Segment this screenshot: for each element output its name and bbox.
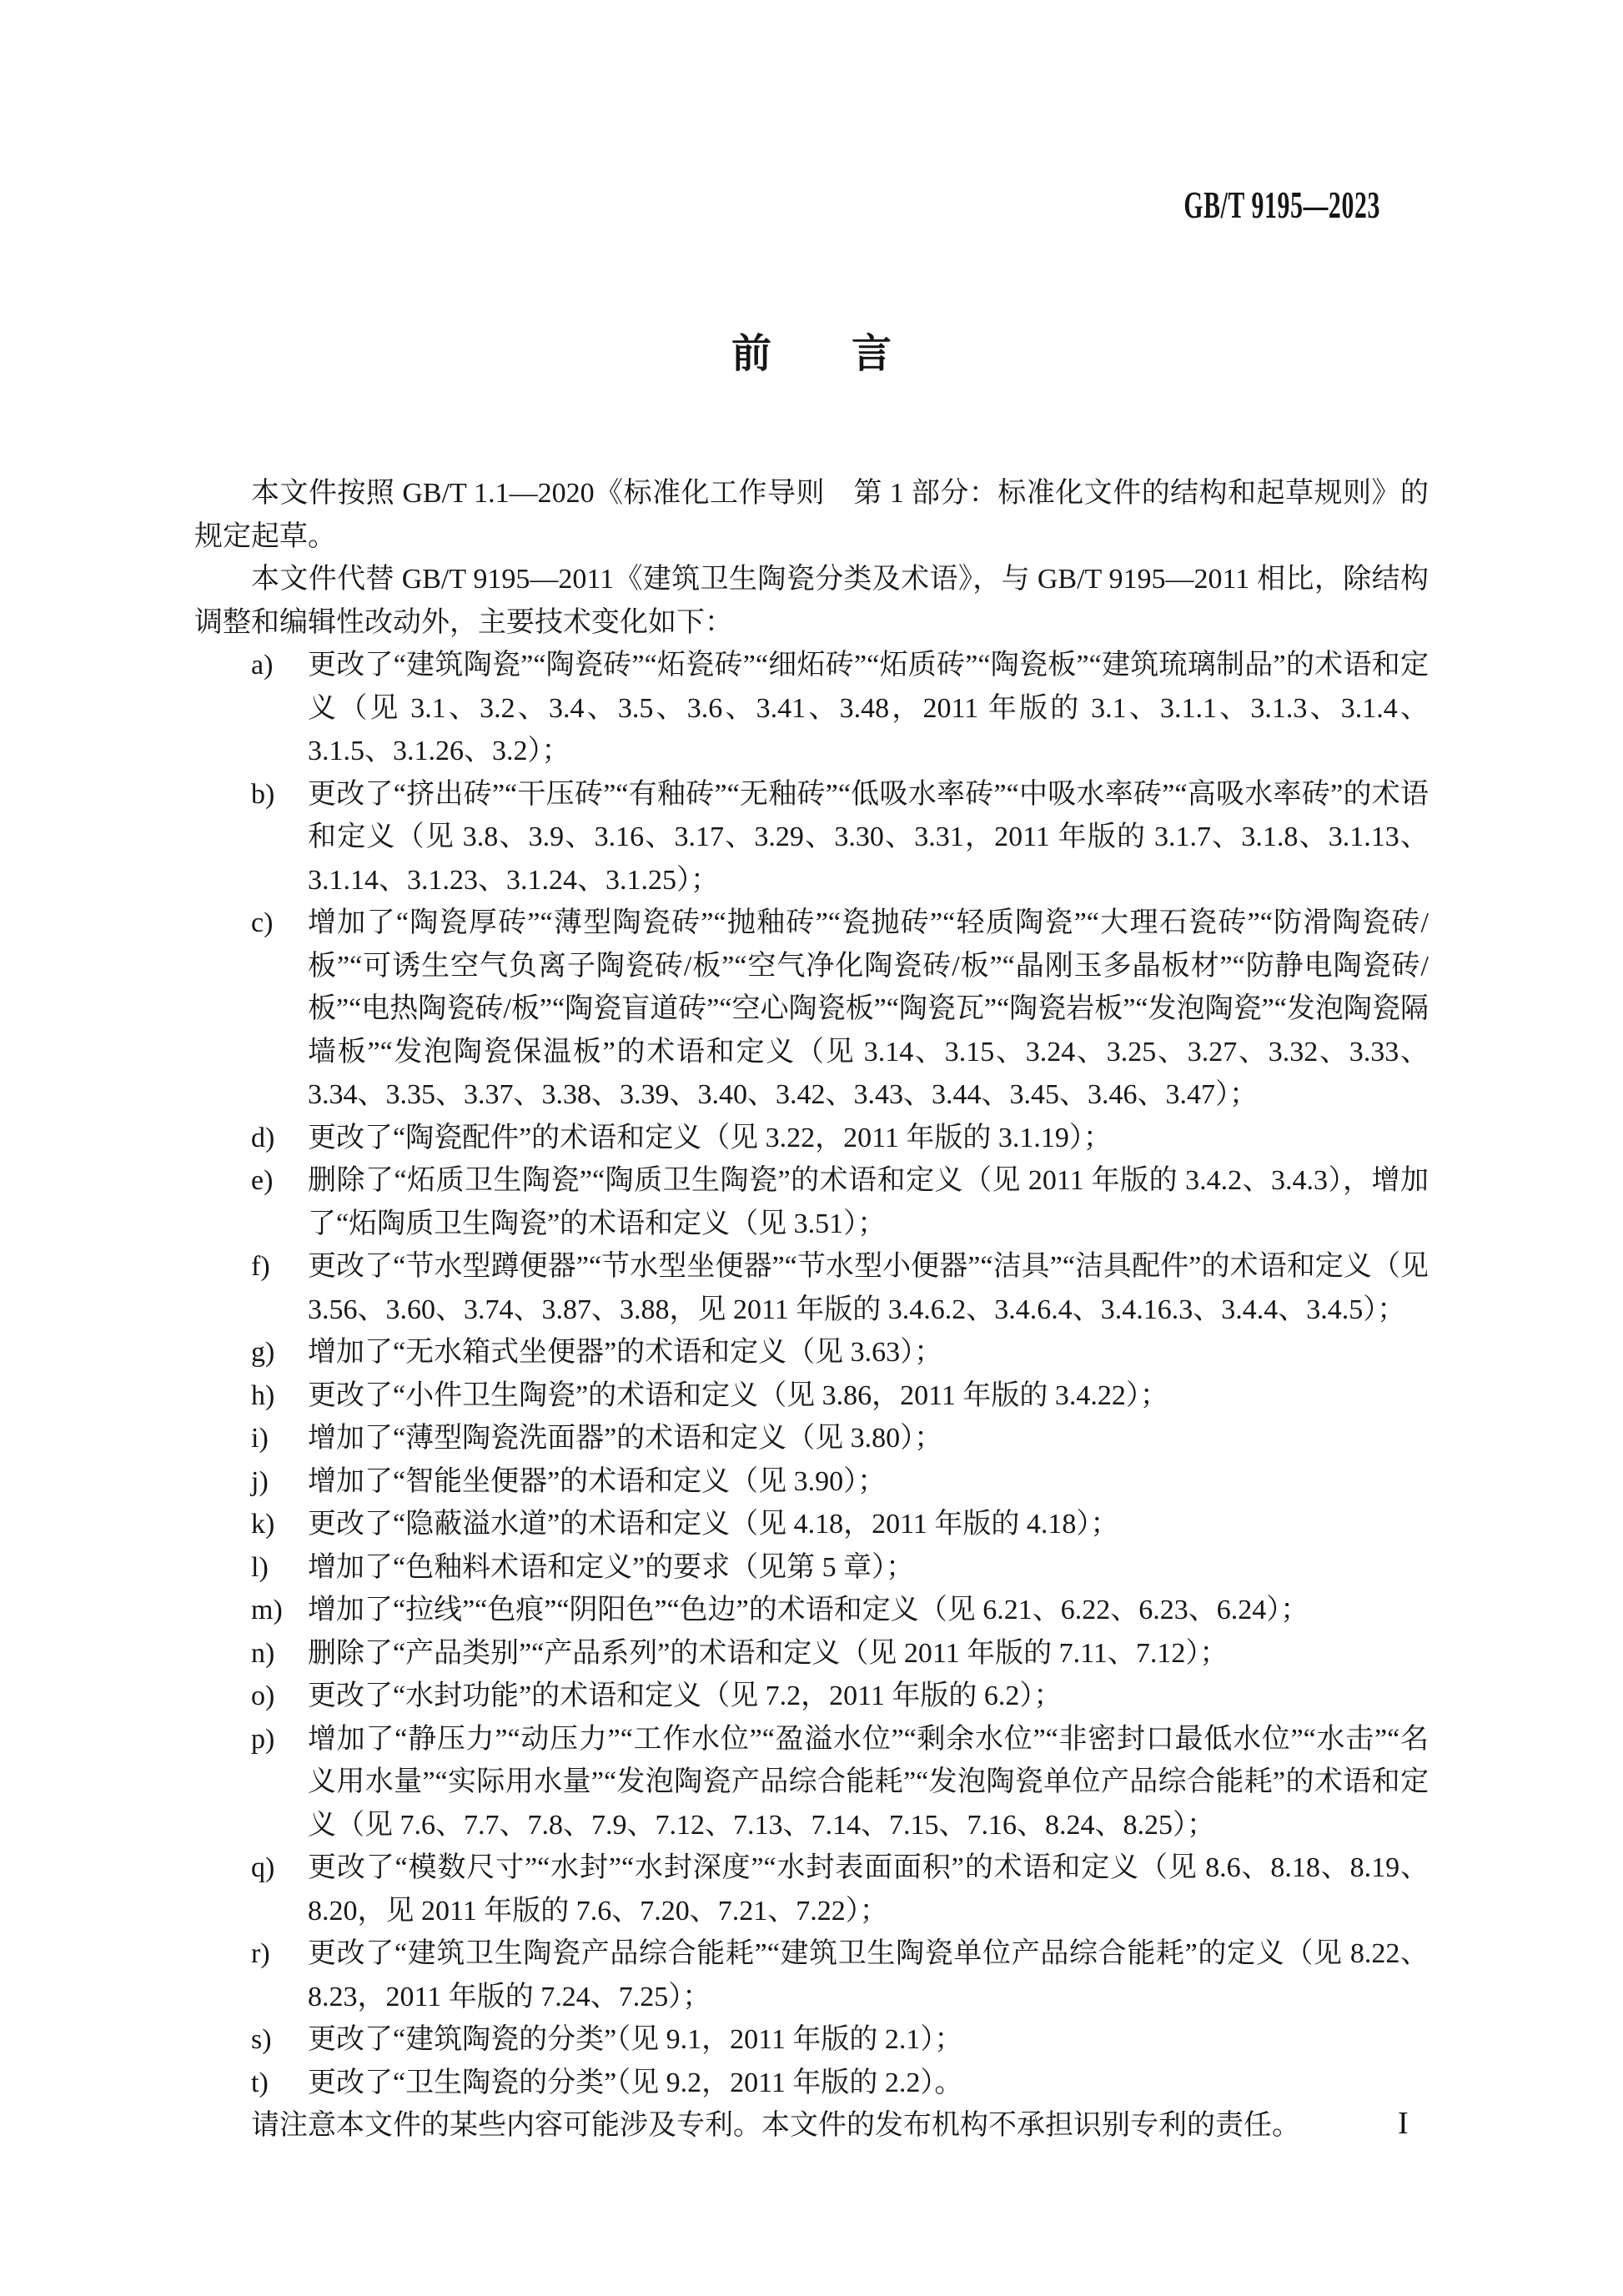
list-item <box>194 1932 1429 2018</box>
page-title: 前 言 <box>731 330 892 377</box>
list-item <box>194 1632 1429 1676</box>
document-body <box>194 472 1429 2148</box>
list-item-label: b) <box>251 778 275 810</box>
list-item <box>194 1245 1429 1331</box>
changes-list <box>194 644 1429 2104</box>
list-item <box>194 1117 1429 1160</box>
list-item <box>194 1503 1429 1546</box>
list-item <box>194 644 1429 773</box>
list-item-text: 更改了“建筑陶瓷的分类”（见 9.1，2011 年版的 2.1）； <box>308 2024 963 2055</box>
list-item-text: 删除了“产品类别”“产品系列”的术语和定义（见 2011 年版的 7.11、7.12）； <box>308 1637 1229 1669</box>
list-item-label: r) <box>251 1938 270 1969</box>
intro-paragraphs <box>194 472 1429 644</box>
list-item-label: j) <box>251 1465 269 1497</box>
list-item <box>194 2018 1429 2062</box>
list-item-text: 更改了“模数尺寸”“水封”“水封深度”“水封表面面积”的术语和定义（见 8.6、8.18、8.19、8.20，见 2011 年版的 7.6、7.20、7.21、7.22）； <box>308 1852 1429 1927</box>
paragraph: 本文件代替 GB/T 9195—2011《建筑卫生陶瓷分类及术语》，与 GB/T 9195—2011 相比，除结构调整和编辑性改动外，主要技术变化如下： <box>194 564 1429 638</box>
list-item-label: g) <box>251 1337 275 1368</box>
list-item-label: f) <box>251 1251 270 1282</box>
list-item <box>194 1589 1429 1632</box>
paragraph: 本文件按照 GB/T 1.1—2020《标准化工作导则 第 1 部分：标准化文件的结构和起草规则》的规定起草。 <box>194 478 1429 552</box>
list-item-label: s) <box>251 2024 272 2055</box>
list-item <box>194 2062 1429 2105</box>
list-item-label: p) <box>251 1723 275 1755</box>
list-item-text: 更改了“小件卫生陶瓷”的术语和定义（见 3.86，2011 年版的 3.4.22）； <box>308 1379 1168 1411</box>
list-item <box>194 1331 1429 1374</box>
list-item-label: e) <box>251 1165 274 1196</box>
list-item-text: 增加了“陶瓷厚砖”“薄型陶瓷砖”“抛釉砖”“瓷抛砖”“轻质陶瓷”“大理石瓷砖”“防滑陶瓷砖/板”“可诱生空气负离子陶瓷砖/板”“空气净化陶瓷砖/板”“晶刚玉多晶板材”“防静电陶瓷砖/板”“电热陶瓷砖/板”“陶瓷盲道砖”“空心陶瓷板”“陶瓷瓦”“陶瓷岩板”“发泡陶瓷”“发泡陶瓷隔墙板”“发泡陶瓷保温板”的术语和定义（见 3.14、3.15、3.24、3.25、3.27、3.32、3.33、3.34、3.35、3.37、3.38、3.39、3.40、3.42、3.43、3.44、3.45、3.46、3.47）； <box>308 907 1429 1110</box>
doc-code: GB/T 9195—2023 <box>1183 184 1380 226</box>
list-item-text: 增加了“无水箱式坐便器”的术语和定义（见 3.63）； <box>308 1337 943 1368</box>
list-item <box>194 1460 1429 1504</box>
list-item-text: 增加了“薄型陶瓷洗面器”的术语和定义（见 3.80）； <box>308 1423 943 1454</box>
list-item-text: 更改了“水封功能”的术语和定义（见 7.2，2011 年版的 6.2）； <box>308 1681 1063 1711</box>
list-item <box>194 1417 1429 1460</box>
list-item-text: 删除了“炻质卫生陶瓷”“陶质卫生陶瓷”的术语和定义（见 2011 年版的 3.4.2、3.4.3），增加了“炻陶质卫生陶瓷”的术语和定义（见 3.51）； <box>308 1165 1429 1239</box>
list-item-label: k) <box>251 1509 275 1540</box>
list-item <box>194 773 1429 902</box>
list-item-label: c) <box>251 907 274 938</box>
list-item-label: h) <box>251 1379 275 1411</box>
list-item-text: 增加了“拉线”“色痕”“阴阳色”“色边”的术语和定义（见 6.21、6.22、6.23、6.24）； <box>308 1595 1309 1625</box>
list-item-text: 更改了“卫生陶瓷的分类”（见 9.2，2011 年版的 2.2）。 <box>308 2067 963 2098</box>
list-item-text: 增加了“智能坐便器”的术语和定义（见 3.90）； <box>308 1465 887 1497</box>
list-item-label: l) <box>251 1551 269 1583</box>
patent-note: 请注意本文件的某些内容可能涉及专利。本文件的发布机构不承担识别专利的责任。 <box>251 2110 1300 2141</box>
list-item-text: 增加了“色釉料术语和定义”的要求（见第 5 章）； <box>308 1551 915 1583</box>
list-item <box>194 902 1429 1117</box>
list-item <box>194 1718 1429 1847</box>
list-item <box>194 1159 1429 1245</box>
list-item-label: q) <box>251 1852 275 1883</box>
list-item-label: d) <box>251 1122 275 1153</box>
list-item <box>194 1846 1429 1932</box>
list-item-text: 更改了“节水型蹲便器”“节水型坐便器”“节水型小便器”“洁具”“洁具配件”的术语和定义（见 3.56、3.60、3.74、3.87、3.88，见 2011 年版的 3.4.6.2、3.4.6.4、3.4.16.3、3.4.4、3.4.5）； <box>308 1251 1429 1325</box>
list-item-text: 更改了“建筑卫生陶瓷产品综合能耗”“建筑卫生陶瓷单位产品综合能耗”的定义（见 8.22、8.23，2011 年版的 7.24、7.25）； <box>308 1938 1429 2012</box>
list-item-text: 更改了“挤出砖”“干压砖”“有釉砖”“无釉砖”“低吸水率砖”“中吸水率砖”“高吸水率砖”的术语和定义（见 3.8、3.9、3.16、3.17、3.29、3.30、3.31，2011 年版的 3.1.7、3.1.8、3.1.13、3.1.14、3.1.23、3.1.24、3.1.25）； <box>308 778 1429 896</box>
page-number: I <box>1398 2106 1409 2141</box>
list-item-label: o) <box>251 1681 275 1711</box>
list-item-text: 增加了“静压力”“动压力”“工作水位”“盈溢水位”“剩余水位”“非密封口最低水位”“水击”“名义用水量”“实际用水量”“发泡陶瓷产品综合能耗”“发泡陶瓷单位产品综合能耗”的术语和定义（见 7.6、7.7、7.8、7.9、7.12、7.13、7.14、7.15、7.16、8.24、8.25）； <box>308 1723 1429 1841</box>
list-item-label: i) <box>251 1423 269 1454</box>
list-item-label: m) <box>251 1595 283 1625</box>
list-item <box>194 1374 1429 1418</box>
list-item-text: 更改了“陶瓷配件”的术语和定义（见 3.22，2011 年版的 3.1.19）； <box>308 1122 1112 1153</box>
list-item-text: 更改了“建筑陶瓷”“陶瓷砖”“炻瓷砖”“细炻砖”“炻质砖”“陶瓷板”“建筑琉璃制品”的术语和定义（见 3.1、3.2、3.4、3.5、3.6、3.41、3.48，2011 年版的 3.1、3.1.1、3.1.3、3.1.4、3.1.5、3.1.26、3.2）； <box>308 650 1429 766</box>
list-item-label: a) <box>251 650 274 681</box>
list-item <box>194 1675 1429 1718</box>
list-item-label: t) <box>251 2067 269 2098</box>
list-item <box>194 1546 1429 1590</box>
list-item-text: 更改了“隐蔽溢水道”的术语和定义（见 4.18，2011 年版的 4.18）； <box>308 1509 1119 1540</box>
list-item-label: n) <box>251 1637 275 1669</box>
